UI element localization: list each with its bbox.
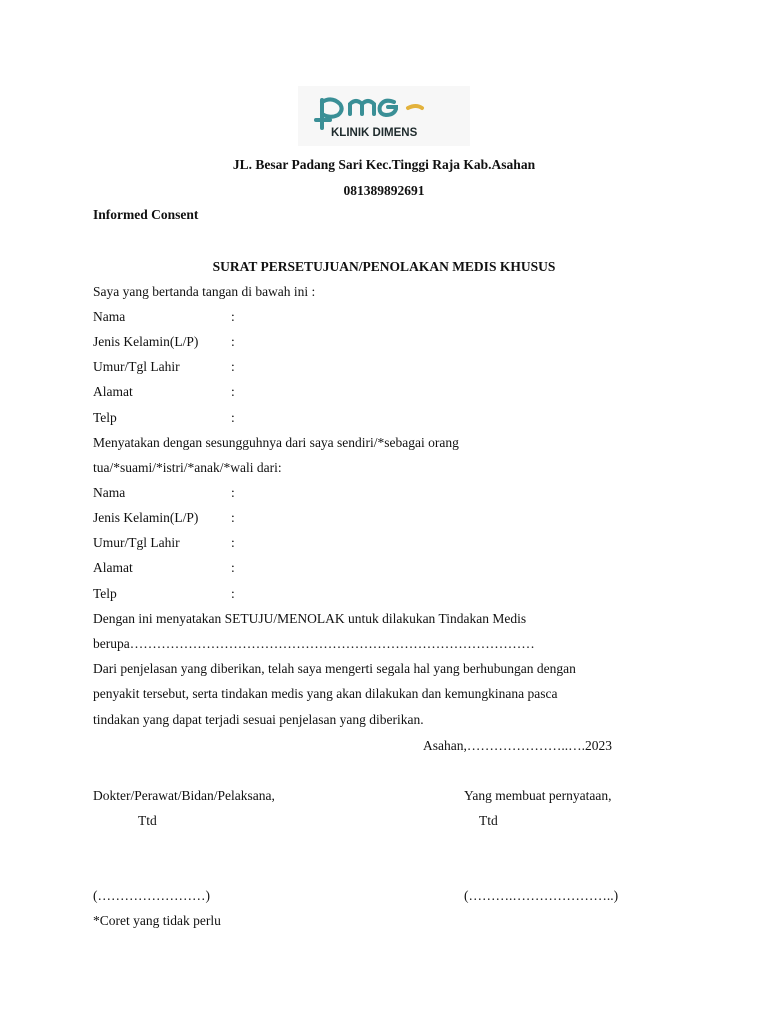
field-label-telp: Telp [93,586,117,601]
field-label-alamat: Alamat [93,384,133,399]
field-colon: : [231,410,235,425]
explanation-line-1: Dari penjelasan yang diberikan, telah saya mengerti segala hal yang berhubungan dengan [93,661,576,676]
left-signature-name: (……………………) [93,888,210,903]
field-colon: : [231,359,235,374]
klinik-dimens-logo [298,86,470,146]
field-colon: : [231,560,235,575]
field-label-jenis-kelamin: Jenis Kelamin(L/P) [93,510,199,525]
field-colon: : [231,485,235,500]
field-colon: : [231,334,235,349]
clinic-address: JL. Besar Padang Sari Kec.Tinggi Raja Kab.Asahan [232,157,536,172]
field-colon: : [231,535,235,550]
clinic-phone: 081389892691 [343,183,425,198]
logo-brand-text: KLINIK DIMENS [331,127,418,139]
right-signature-title: Yang membuat pernyataan, [464,788,612,803]
field-label-alamat: Alamat [93,560,133,575]
field-label-jenis-kelamin: Jenis Kelamin(L/P) [93,334,199,349]
explanation-line-3: tindakan yang dapat terjadi sesuai penjelasan yang diberikan. [93,712,424,727]
left-signature-title: Dokter/Perawat/Bidan/Pelaksana, [93,788,275,803]
field-label-nama: Nama [93,309,126,324]
left-signature-ttd: Ttd [138,813,157,828]
place-date: Asahan,…………………..….2023 [423,738,612,753]
field-label-nama: Nama [93,485,126,500]
field-colon: : [231,309,235,324]
statement-line-1: Menyatakan dengan sesungguhnya dari saya sendiri/*sebagai orang [93,435,459,450]
right-signature-ttd: Ttd [479,813,498,828]
document-type: Informed Consent [93,207,199,222]
footnote: *Coret yang tidak perlu [93,913,221,928]
field-label-umur: Umur/Tgl Lahir [93,359,180,374]
right-signature-name: (……….…………………..) [464,888,619,903]
statement-line-2: tua/*suami/*istri/*anak/*wali dari: [93,460,282,475]
intro-text: Saya yang bertanda tangan di bawah ini : [93,284,316,299]
field-label-umur: Umur/Tgl Lahir [93,535,180,550]
field-label-telp: Telp [93,410,117,425]
consent-line-2: berupa……………………………………………………………………………… [93,636,535,651]
field-colon: : [231,586,235,601]
explanation-line-2: penyakit tersebut, serta tindakan medis yang akan dilakukan dan kemungkinana pasca [93,686,558,701]
field-colon: : [231,384,235,399]
field-colon: : [231,510,235,525]
form-title: SURAT PERSETUJUAN/PENOLAKAN MEDIS KHUSUS [212,259,556,274]
consent-line-1: Dengan ini menyatakan SETUJU/MENOLAK untuk dilakukan Tindakan Medis [93,611,527,626]
